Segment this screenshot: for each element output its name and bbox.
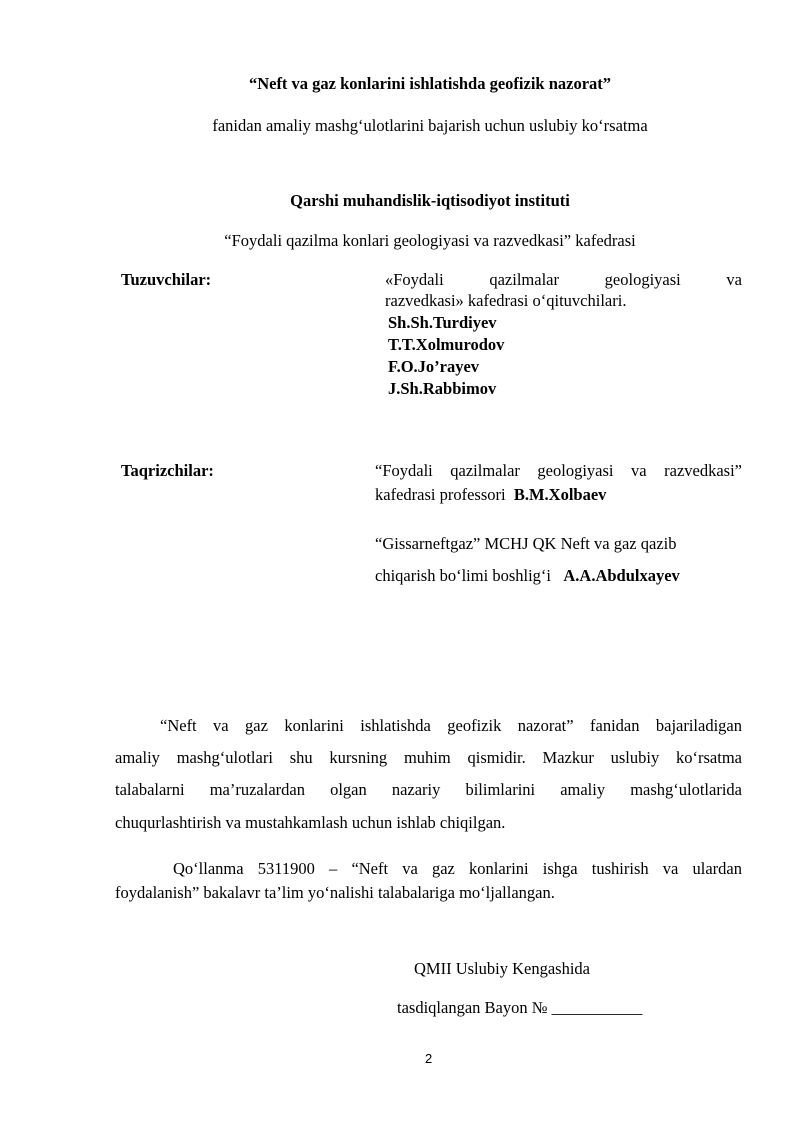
paragraph-2-line: foydalanish” bakalavr ta’lim yo‘nalishi talabalariga mo‘ljallangan. (115, 883, 555, 902)
page-number: 2 (425, 1051, 433, 1066)
reviewer-2-name: A.A.Abdulxayev (563, 566, 680, 585)
reviewer-2-line2 (375, 566, 680, 586)
compiler-name: T.T.Xolmurodov (388, 335, 505, 354)
compiler-name: F.O.Jo’rayev (388, 357, 480, 376)
paragraph-1-line: “Neft va gaz konlarini ishlatishda geofizik nazorat” fanidan bajariladigan (160, 716, 742, 735)
reviewer-2-line1: “Gissarneftgaz” MCHJ QK Neft va gaz qazib (375, 534, 677, 553)
compiler-name: Sh.Sh.Turdiyev (388, 313, 497, 332)
paragraph-1-line: chuqurlashtirish va mustahkamlash uchun ishlab chiqilgan. (115, 813, 506, 832)
reviewer-1-line1: “Foydali qazilmalar geologiyasi va razvedkasi” (375, 461, 742, 480)
approval-line1: QMII Uslubiy Kengashida (414, 959, 590, 978)
reviewer-1-position: kafedrasi professori (375, 485, 506, 504)
document-subtitle: fanidan amaliy mashg‘ulotlarini bajarish uchun uslubiy ko‘rsatma (212, 116, 648, 135)
reviewer-2-position: chiqarish bo‘limi boshlig‘i (375, 566, 551, 585)
approval-line2: tasdiqlangan Bayon № ___________ (397, 998, 643, 1017)
paragraph-2-line: Qo‘llanma 5311900 – “Neft va gaz konlarini ishga tushirish va ulardan (173, 859, 742, 878)
paragraph-1-line: amaliy mashg‘ulotlari shu kursning muhim qismidir. Mazkur uslubiy ko‘rsatma (115, 748, 742, 767)
reviewers-label: Taqrizchilar: (121, 461, 214, 480)
institute-name: Qarshi muhandislik-iqtisodiyot instituti (290, 191, 570, 210)
compilers-desc-line1: «Foydali qazilmalar geologiyasi va (385, 270, 742, 289)
reviewer-1-line2 (375, 485, 606, 505)
document-title: “Neft va gaz konlarini ishlatishda geofizik nazorat” (248, 74, 612, 93)
paragraph-1-line: talabalarni ma’ruzalardan olgan nazariy bilimlarini amaliy mashg‘ulotlarida (115, 780, 742, 799)
compilers-label: Tuzuvchilar: (121, 270, 212, 289)
department-name: “Foydali qazilma konlari geologiyasi va razvedkasi” kafedrasi (224, 231, 636, 250)
reviewer-1-name: B.M.Xolbaev (513, 485, 607, 504)
compilers-desc-line2: razvedkasi» kafedrasi o‘qituvchilari. (385, 291, 627, 310)
compiler-name: J.Sh.Rabbimov (388, 379, 497, 398)
